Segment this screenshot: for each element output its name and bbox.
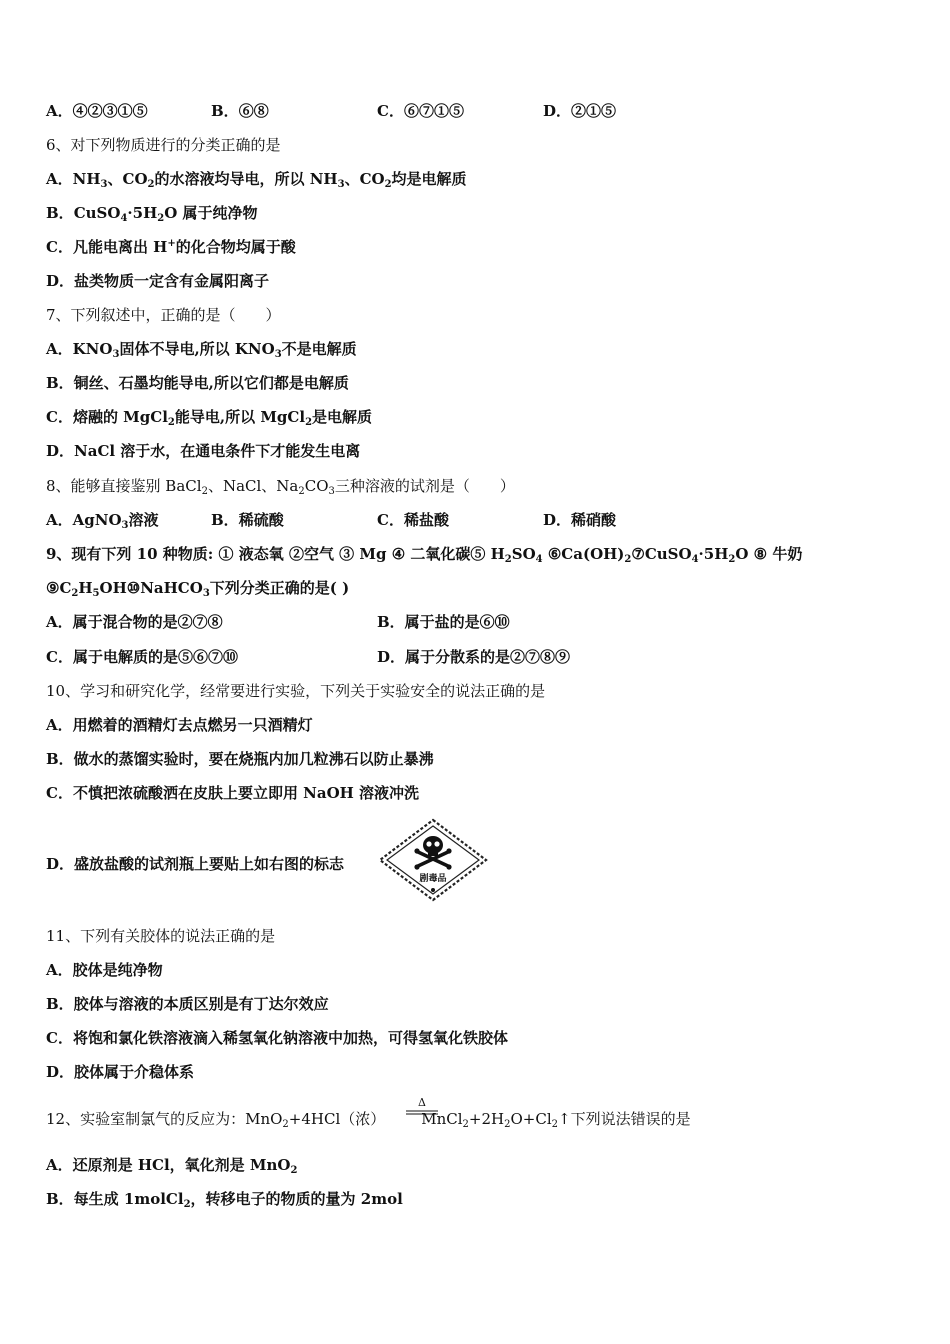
- q7-option-d: D．NaCl 溶于水，在通电条件下才能发生电离: [46, 442, 361, 460]
- q10-option-d: D．盛放盐酸的试剂瓶上要贴上如右图的标志: [46, 855, 345, 873]
- heating-condition-arrow-icon: [405, 1096, 439, 1120]
- q8-stem: 8、能够直接鉴别 BaCl$_2$、NaCl、$Na_2CO_3$三种溶液的试剂是（ ）: [46, 477, 515, 497]
- q10-option-b: B．做水的蒸馏实验时，要在烧瓶内加几粒沸石以防止暴沸: [46, 750, 434, 768]
- q7-option-c: C．熔融的 MgCl$_2$能导电,所以 MgCl$_2$是电解质: [46, 408, 373, 428]
- q5-option-d: D．②①⑤: [543, 102, 617, 120]
- q9-stem-line1: 9、现有下列 10 种物质: ① 液态氧 ②空气 ③ Mg ④ 二氧化碳⑤ $H_2SO_4$ $⑥Ca(OH)_2⑦CuSO_4\cdot 5H_2O$ ⑧ 牛奶: [46, 545, 803, 565]
- heating-condition-label: Δ: [418, 1096, 426, 1109]
- q11-option-c: C．将饱和氯化铁溶液滴入稀氢氧化钠溶液中加热，可得氢氧化铁胶体: [46, 1029, 508, 1047]
- q9-option-c: C．属于电解质的是⑤⑥⑦⑩: [46, 648, 238, 666]
- q9-stem-line2: $⑨C_2H_5OH⑩NaHCO_3$下列分类正确的是( ): [46, 579, 350, 599]
- q5-option-c: C．⑥⑦①⑤: [377, 102, 464, 120]
- q6-option-a: A．$NH_3$、$CO_2$的水溶液均导电，所以 $NH_3$、$CO_2$均是电解质: [46, 170, 467, 190]
- q9-option-b: B．属于盐的是⑥⑩: [377, 613, 510, 631]
- q5-option-b: B．⑥⑧: [211, 102, 269, 120]
- q9-option-a: A．属于混合物的是②⑦⑧: [46, 613, 223, 631]
- q10-stem: 10、学习和研究化学，经常要进行实验，下列关于实验安全的说法正确的是: [46, 682, 546, 700]
- q7-stem: 7、下列叙述中，正确的是（ ）: [46, 306, 281, 324]
- q6-stem: 6、对下列物质进行的分类正确的是: [46, 136, 281, 154]
- q6-option-c: C．凡能电离出 H+的化合物均属于酸: [46, 238, 296, 256]
- q6-option-d: D．盐类物质一定含有金属阳离子: [46, 272, 270, 290]
- q7-option-b: B．铜丝、石墨均能导电,所以它们都是电解质: [46, 374, 349, 392]
- q8-option-a: A．AgNO$_3$溶液: [46, 511, 159, 531]
- q12-option-a: A．还原剂是 HCl，氧化剂是 MnO$_2$: [46, 1156, 298, 1176]
- q12-option-b: B．每生成 1molCl$_2$，转移电子的物质的量为 2mol: [46, 1190, 403, 1210]
- q11-option-b: B．胶体与溶液的本质区别是有丁达尔效应: [46, 995, 329, 1013]
- q5-option-a: A．④②③①⑤: [46, 102, 148, 120]
- toxic-sign-label: 剧毒品: [419, 874, 447, 884]
- q7-option-a: A．$KNO_3$固体不导电,所以 $KNO_3$不是电解质: [46, 340, 357, 360]
- q8-option-b: B．稀硫酸: [211, 511, 284, 529]
- q6-option-b: B．$CuSO_4\cdot 5H_2O$ 属于纯净物: [46, 204, 258, 224]
- q9-option-d: D．属于分散系的是②⑦⑧⑨: [377, 648, 571, 666]
- q11-stem: 11、下列有关胶体的说法正确的是: [46, 927, 276, 945]
- q12-stem: 12、实验室制氯气的反应为：MnO$_2$+4HCl（浓） $MnCl_2+2H_2O+Cl_2↑$下列说法错误的是: [46, 1110, 691, 1130]
- q10-option-a: A．用燃着的酒精灯去点燃另一只酒精灯: [46, 716, 313, 734]
- q10-option-c: C．不慎把浓硫酸洒在皮肤上要立即用 NaOH 溶液冲洗: [46, 784, 420, 802]
- q11-option-d: D．胶体属于介稳体系: [46, 1063, 195, 1081]
- q11-option-a: A．胶体是纯净物: [46, 961, 163, 979]
- q8-option-c: C．稀盐酸: [377, 511, 449, 529]
- toxic-warning-sign-icon: [378, 818, 488, 902]
- q8-option-d: D．稀硝酸: [543, 511, 617, 529]
